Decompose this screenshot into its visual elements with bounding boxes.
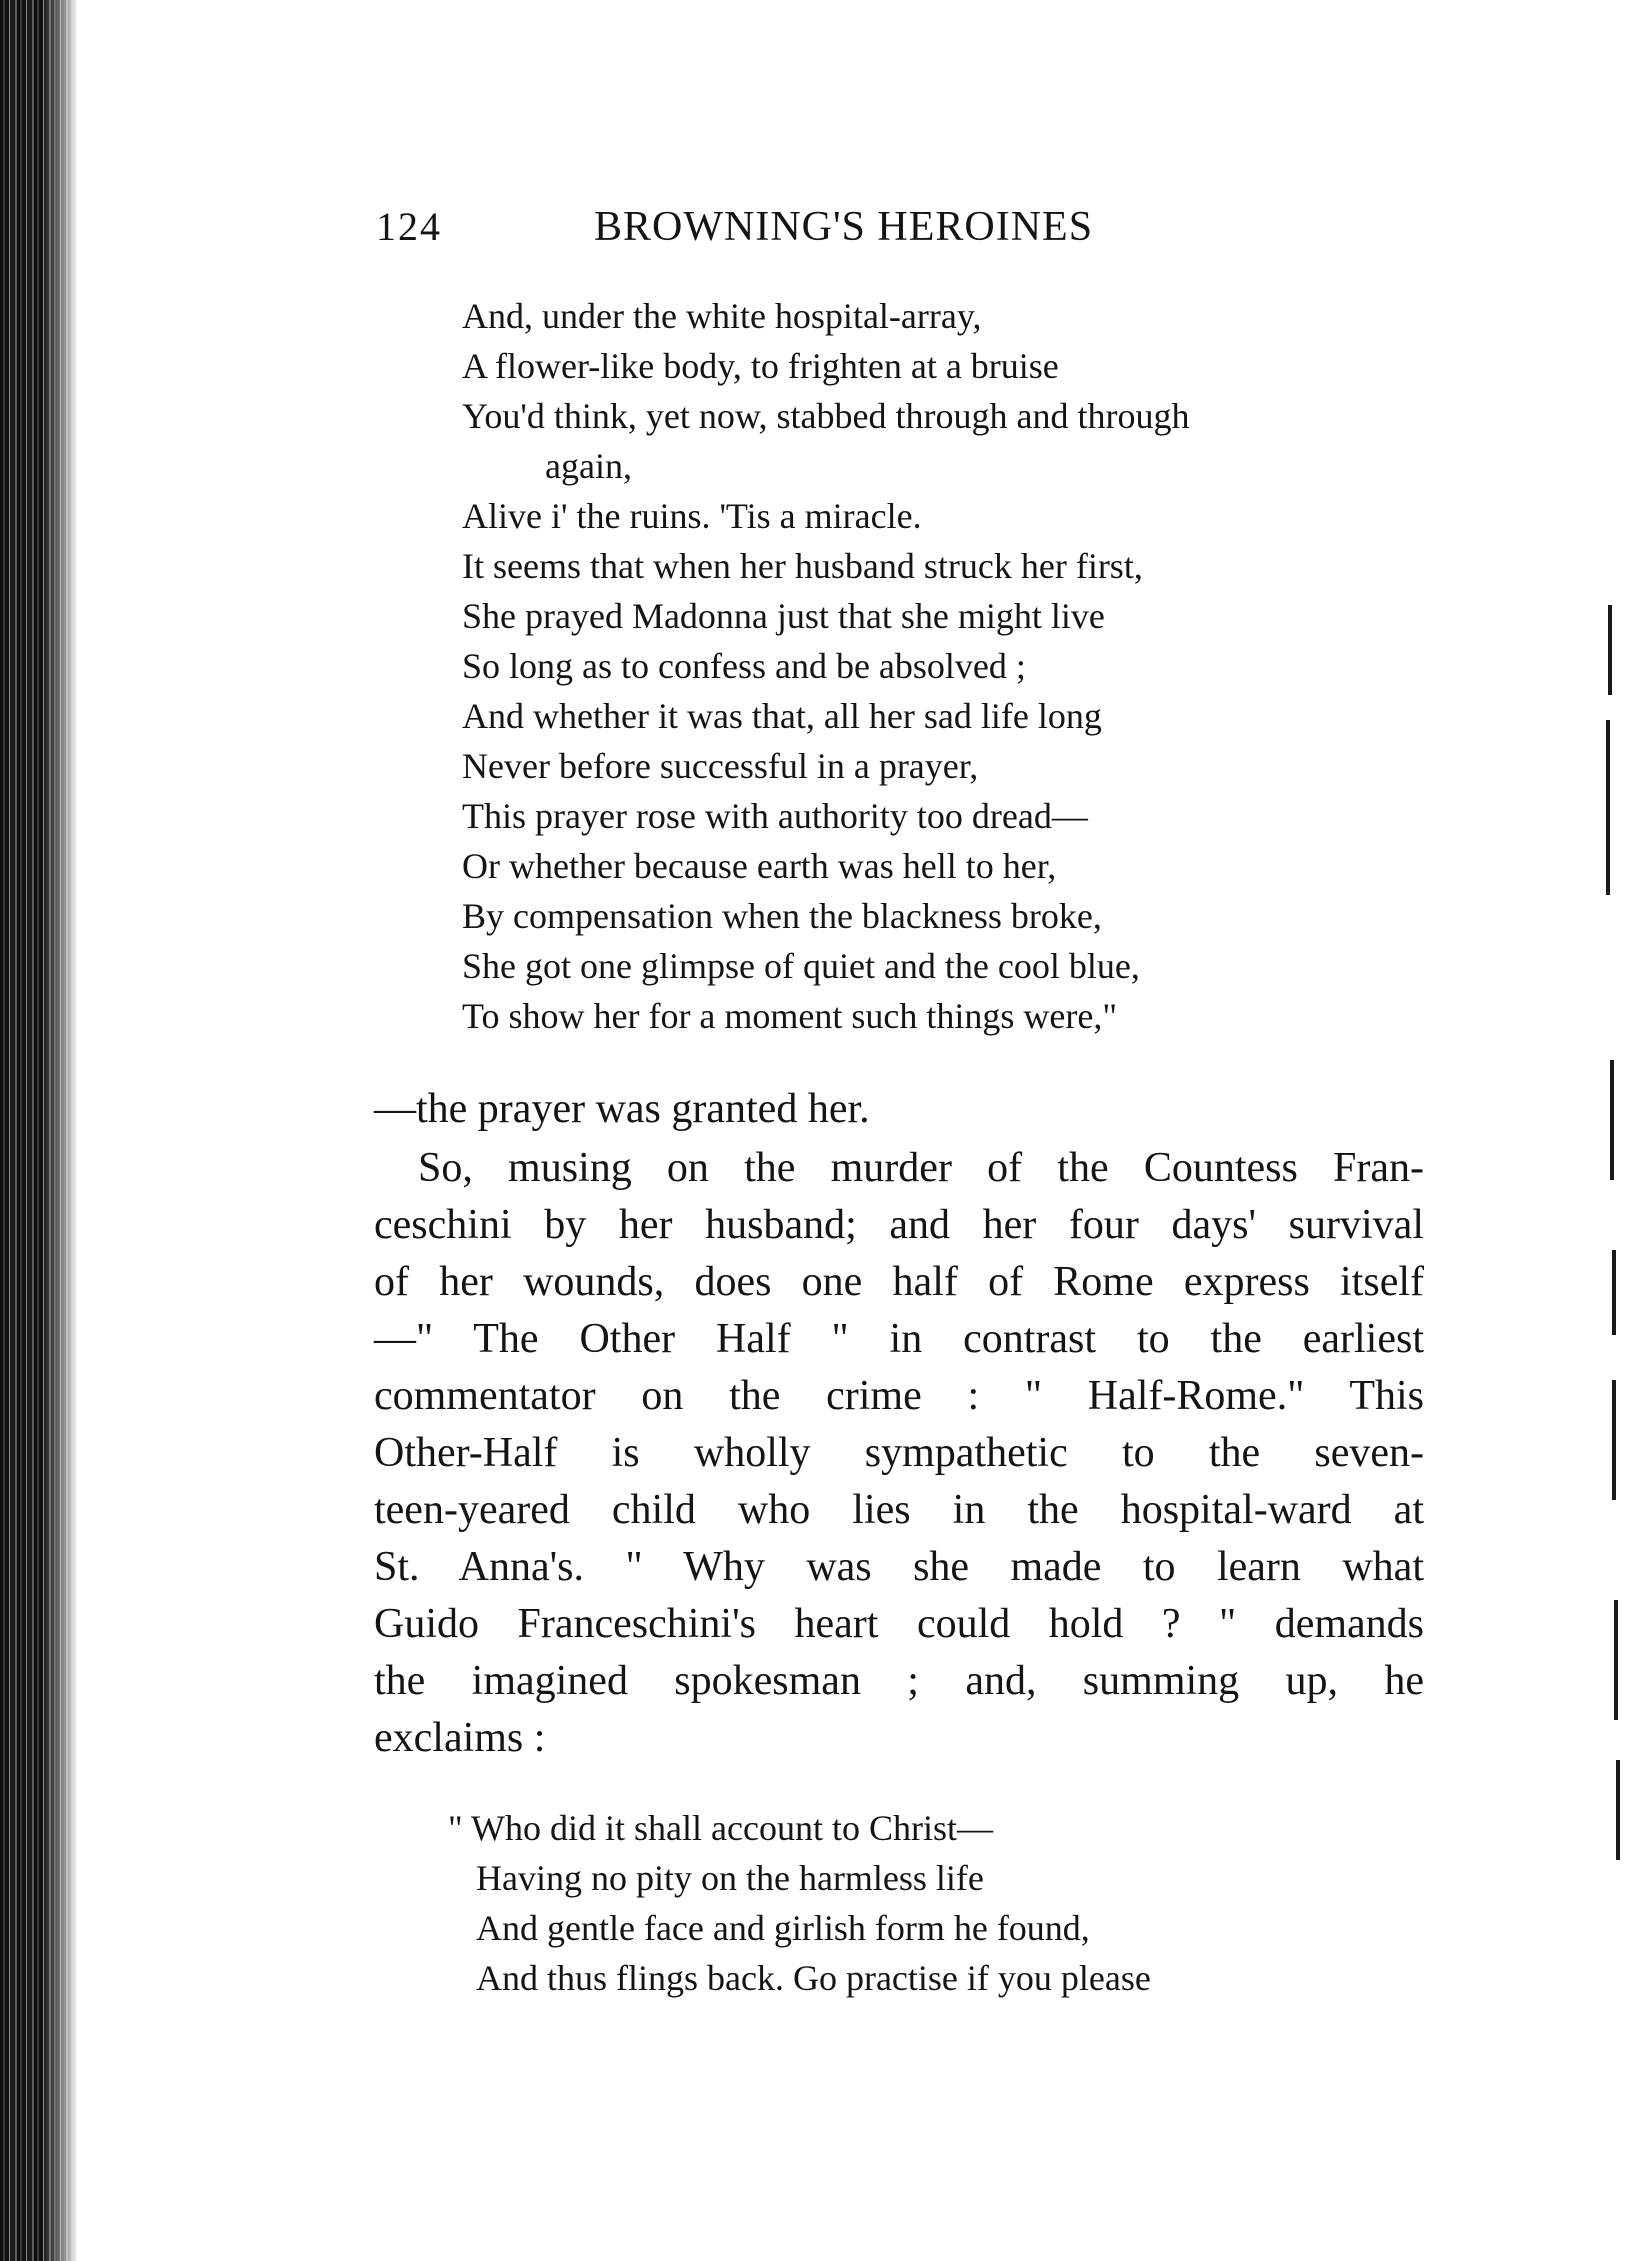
scan-edge-mark	[1610, 1060, 1614, 1180]
scan-edge-mark	[1614, 1600, 1618, 1720]
verse-line: And gentle face and girlish form he found,	[476, 1908, 1090, 1948]
verse-line: Alive i' the ruins. 'Tis a miracle.	[462, 496, 922, 536]
verse-line: This prayer rose with authority too dread—	[462, 796, 1088, 836]
verse-line: It seems that when her husband struck her first,	[462, 546, 1143, 586]
verse-line: She got one glimpse of quiet and the cool blue,	[462, 946, 1140, 986]
scan-edge-mark	[1612, 1250, 1616, 1335]
prose-line: commentator on the crime : " Half-Rome." This	[374, 1373, 1424, 1419]
verse-line: " Who did it shall account to Christ—	[448, 1808, 993, 1848]
verse-line: To show her for a moment such things were,"	[462, 996, 1118, 1036]
prose-line: teen-yeared child who lies in the hospital-ward at	[374, 1487, 1424, 1533]
verse-line: And thus flings back. Go practise if you please	[476, 1958, 1151, 1998]
scan-edge-mark	[1606, 720, 1610, 895]
prose-line: the imagined spokesman ; and, summing up, he	[374, 1658, 1424, 1704]
book-binding-edge	[0, 0, 78, 2261]
verse-line: Or whether because earth was hell to her,	[462, 846, 1057, 886]
verse-line: You'd think, yet now, stabbed through and through	[462, 396, 1190, 436]
prose-line: ceschini by her husband; and her four days' survival	[374, 1202, 1424, 1248]
verse-line: She prayed Madonna just that she might live	[462, 596, 1105, 636]
page-header	[376, 203, 1236, 263]
prose-line: exclaims :	[374, 1715, 546, 1761]
verse-line: By compensation when the blackness broke,	[462, 896, 1102, 936]
prose-line: Other-Half is wholly sympathetic to the seven-	[374, 1430, 1424, 1476]
verse-line: And, under the white hospital-array,	[462, 296, 982, 336]
scan-edge-mark	[1616, 1760, 1620, 1860]
verse-line: A flower-like body, to frighten at a bruise	[462, 346, 1059, 386]
verse-line: Never before successful in a prayer,	[462, 746, 979, 786]
prose-line: —" The Other Half " in contrast to the earliest	[374, 1316, 1424, 1362]
verse-line: And whether it was that, all her sad life long	[462, 696, 1102, 736]
verse-line: again,	[545, 446, 632, 486]
prose-line: St. Anna's. " Why was she made to learn what	[374, 1544, 1424, 1590]
prose-line: of her wounds, does one half of Rome express itself	[374, 1259, 1424, 1305]
prose-line: Guido Franceschini's heart could hold ? " demands	[374, 1601, 1424, 1647]
page-number: 124	[376, 204, 442, 249]
verse-line: Having no pity on the harmless life	[476, 1858, 984, 1898]
prose-line: —the prayer was granted her.	[374, 1086, 870, 1132]
scan-edge-mark	[1608, 605, 1612, 695]
prose-line: So, musing on the murder of the Countess Fran-	[418, 1145, 1424, 1191]
verse-line: So long as to confess and be absolved ;	[462, 646, 1026, 686]
running-head: BROWNING'S HEROINES	[594, 204, 1094, 250]
scan-edge-mark	[1612, 1380, 1616, 1500]
